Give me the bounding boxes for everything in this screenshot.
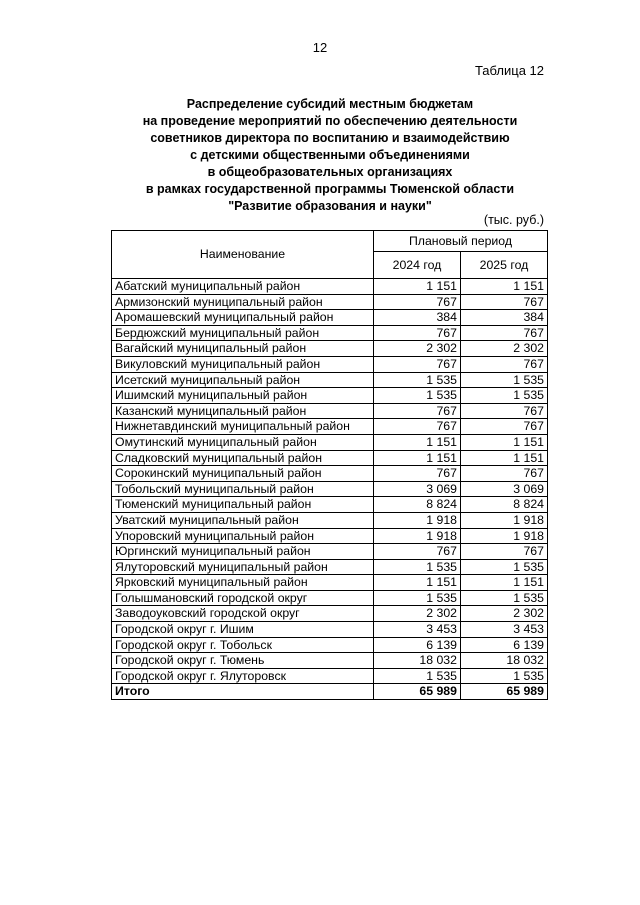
row-value-2024-cell: 1 918 xyxy=(374,528,461,544)
row-value-2025-cell: 1 918 xyxy=(461,528,548,544)
table-row xyxy=(112,528,548,544)
row-name-cell: Голышмановский городской округ xyxy=(112,590,374,606)
row-value-2025-cell: 3 453 xyxy=(461,622,548,638)
row-name-cell: Армизонский муниципальный район xyxy=(112,294,374,310)
row-value-2024-cell: 1 151 xyxy=(374,450,461,466)
title-line: в рамках государственной программы Тюменской области xyxy=(145,182,515,196)
table-row xyxy=(112,450,548,466)
row-value-2024-cell: 1 918 xyxy=(374,512,461,528)
row-name-cell: Ярковский муниципальный район xyxy=(112,575,374,591)
table-row xyxy=(112,497,548,513)
row-name-cell: Тюменский муниципальный район xyxy=(112,497,374,513)
row-value-2025-cell: 2 302 xyxy=(461,341,548,357)
total-label-cell: Итого xyxy=(112,684,374,700)
table-row xyxy=(112,294,548,310)
title-line: с детскими общественными объединениями xyxy=(190,148,470,162)
table-row xyxy=(112,544,548,560)
row-value-2025-cell: 6 139 xyxy=(461,637,548,653)
row-name-cell: Сорокинский муниципальный район xyxy=(112,466,374,482)
row-value-2025-cell: 18 032 xyxy=(461,653,548,669)
row-value-2024-cell: 6 139 xyxy=(374,637,461,653)
title-line: советников директора по воспитанию и взаимодействию xyxy=(150,131,510,145)
row-name-cell: Вагайский муниципальный район xyxy=(112,341,374,357)
table-row xyxy=(112,559,548,575)
table-row xyxy=(112,403,548,419)
row-name-cell: Упоровский муниципальный район xyxy=(112,528,374,544)
row-value-2024-cell: 767 xyxy=(374,294,461,310)
row-name-cell: Нижнетавдинский муниципальный район xyxy=(112,419,374,435)
title-line: "Развитие образования и науки" xyxy=(228,199,432,213)
row-value-2025-cell: 3 069 xyxy=(461,481,548,497)
row-value-2025-cell: 767 xyxy=(461,544,548,560)
row-value-2025-cell: 1 151 xyxy=(461,450,548,466)
row-value-2025-cell: 1 151 xyxy=(461,575,548,591)
row-value-2025-cell: 767 xyxy=(461,403,548,419)
row-name-cell: Городской округ г. Ялуторовск xyxy=(112,668,374,684)
total-2025-cell: 65 989 xyxy=(461,684,548,700)
row-value-2025-cell: 767 xyxy=(461,325,548,341)
row-value-2024-cell: 1 535 xyxy=(374,372,461,388)
row-value-2024-cell: 767 xyxy=(374,356,461,372)
table-row xyxy=(112,356,548,372)
row-value-2025-cell: 1 535 xyxy=(461,372,548,388)
row-value-2024-cell: 8 824 xyxy=(374,497,461,513)
table-row xyxy=(112,512,548,528)
row-value-2024-cell: 3 069 xyxy=(374,481,461,497)
table-row xyxy=(112,372,548,388)
row-value-2024-cell: 1 535 xyxy=(374,388,461,404)
row-name-cell: Омутинский муниципальный район xyxy=(112,434,374,450)
row-value-2025-cell: 384 xyxy=(461,310,548,326)
header-year-2024: 2024 год xyxy=(374,252,461,279)
row-value-2025-cell: 1 535 xyxy=(461,559,548,575)
row-value-2024-cell: 384 xyxy=(374,310,461,326)
row-name-cell: Ялуторовский муниципальный район xyxy=(112,559,374,575)
table-row xyxy=(112,325,548,341)
row-value-2024-cell: 1 151 xyxy=(374,279,461,295)
table-row xyxy=(112,575,548,591)
row-value-2025-cell: 2 302 xyxy=(461,606,548,622)
table-row xyxy=(112,637,548,653)
row-value-2025-cell: 1 151 xyxy=(461,434,548,450)
row-value-2024-cell: 1 535 xyxy=(374,668,461,684)
row-name-cell: Ишимский муниципальный район xyxy=(112,388,374,404)
row-value-2025-cell: 1 151 xyxy=(461,279,548,295)
row-value-2024-cell: 767 xyxy=(374,544,461,560)
table-row xyxy=(112,419,548,435)
row-name-cell: Исетский муниципальный район xyxy=(112,372,374,388)
table-row xyxy=(112,481,548,497)
row-value-2025-cell: 1 535 xyxy=(461,388,548,404)
title-line: в общеобразовательных организациях xyxy=(207,165,453,179)
row-value-2025-cell: 8 824 xyxy=(461,497,548,513)
row-name-cell: Викуловский муниципальный район xyxy=(112,356,374,372)
row-name-cell: Казанский муниципальный район xyxy=(112,403,374,419)
table-row xyxy=(112,310,548,326)
row-value-2025-cell: 1 535 xyxy=(461,590,548,606)
table-label: Таблица 12 xyxy=(474,63,544,78)
row-value-2025-cell: 1 918 xyxy=(461,512,548,528)
header-name: Наименование xyxy=(112,231,374,279)
row-value-2024-cell: 1 535 xyxy=(374,590,461,606)
header-year-2025: 2025 год xyxy=(461,252,548,279)
row-value-2024-cell: 2 302 xyxy=(374,341,461,357)
header-period: Плановый период xyxy=(374,231,548,252)
document-title xyxy=(100,96,560,215)
row-value-2024-cell: 767 xyxy=(374,325,461,341)
row-name-cell: Городской округ г. Тюмень xyxy=(112,653,374,669)
table-row xyxy=(112,434,548,450)
row-value-2024-cell: 767 xyxy=(374,466,461,482)
table-row xyxy=(112,668,548,684)
table-row xyxy=(112,606,548,622)
row-name-cell: Тобольский муниципальный район xyxy=(112,481,374,497)
row-name-cell: Юргинский муниципальный район xyxy=(112,544,374,560)
row-name-cell: Уватский муниципальный район xyxy=(112,512,374,528)
row-name-cell: Аромашевский муниципальный район xyxy=(112,310,374,326)
total-2024-cell: 65 989 xyxy=(374,684,461,700)
row-value-2025-cell: 767 xyxy=(461,466,548,482)
table-row xyxy=(112,590,548,606)
row-value-2024-cell: 1 151 xyxy=(374,434,461,450)
row-name-cell: Заводоуковский городской округ xyxy=(112,606,374,622)
row-value-2024-cell: 2 302 xyxy=(374,606,461,622)
row-name-cell: Городской округ г. Ишим xyxy=(112,622,374,638)
row-value-2024-cell: 1 535 xyxy=(374,559,461,575)
row-value-2024-cell: 18 032 xyxy=(374,653,461,669)
table-row xyxy=(112,388,548,404)
page-number: 12 xyxy=(312,40,328,55)
title-line: на проведение мероприятий по обеспечению деятельности xyxy=(142,114,518,128)
table-body xyxy=(112,279,548,700)
row-name-cell: Сладковский муниципальный район xyxy=(112,450,374,466)
title-line: Распределение субсидий местным бюджетам xyxy=(186,97,474,111)
total-row xyxy=(112,684,548,700)
row-name-cell: Абатский муниципальный район xyxy=(112,279,374,295)
row-value-2024-cell: 3 453 xyxy=(374,622,461,638)
table-row xyxy=(112,279,548,295)
table-row xyxy=(112,622,548,638)
row-value-2024-cell: 767 xyxy=(374,403,461,419)
units-label: (тыс. руб.) xyxy=(483,213,544,227)
subsidy-table xyxy=(111,230,548,700)
row-name-cell: Городской округ г. Тобольск xyxy=(112,637,374,653)
table-row xyxy=(112,341,548,357)
row-value-2025-cell: 767 xyxy=(461,419,548,435)
table-row xyxy=(112,653,548,669)
row-value-2025-cell: 1 535 xyxy=(461,668,548,684)
row-value-2024-cell: 767 xyxy=(374,419,461,435)
row-name-cell: Бердюжский муниципальный район xyxy=(112,325,374,341)
row-value-2025-cell: 767 xyxy=(461,294,548,310)
row-value-2025-cell: 767 xyxy=(461,356,548,372)
table-row xyxy=(112,466,548,482)
row-value-2024-cell: 1 151 xyxy=(374,575,461,591)
table-header xyxy=(112,231,548,279)
